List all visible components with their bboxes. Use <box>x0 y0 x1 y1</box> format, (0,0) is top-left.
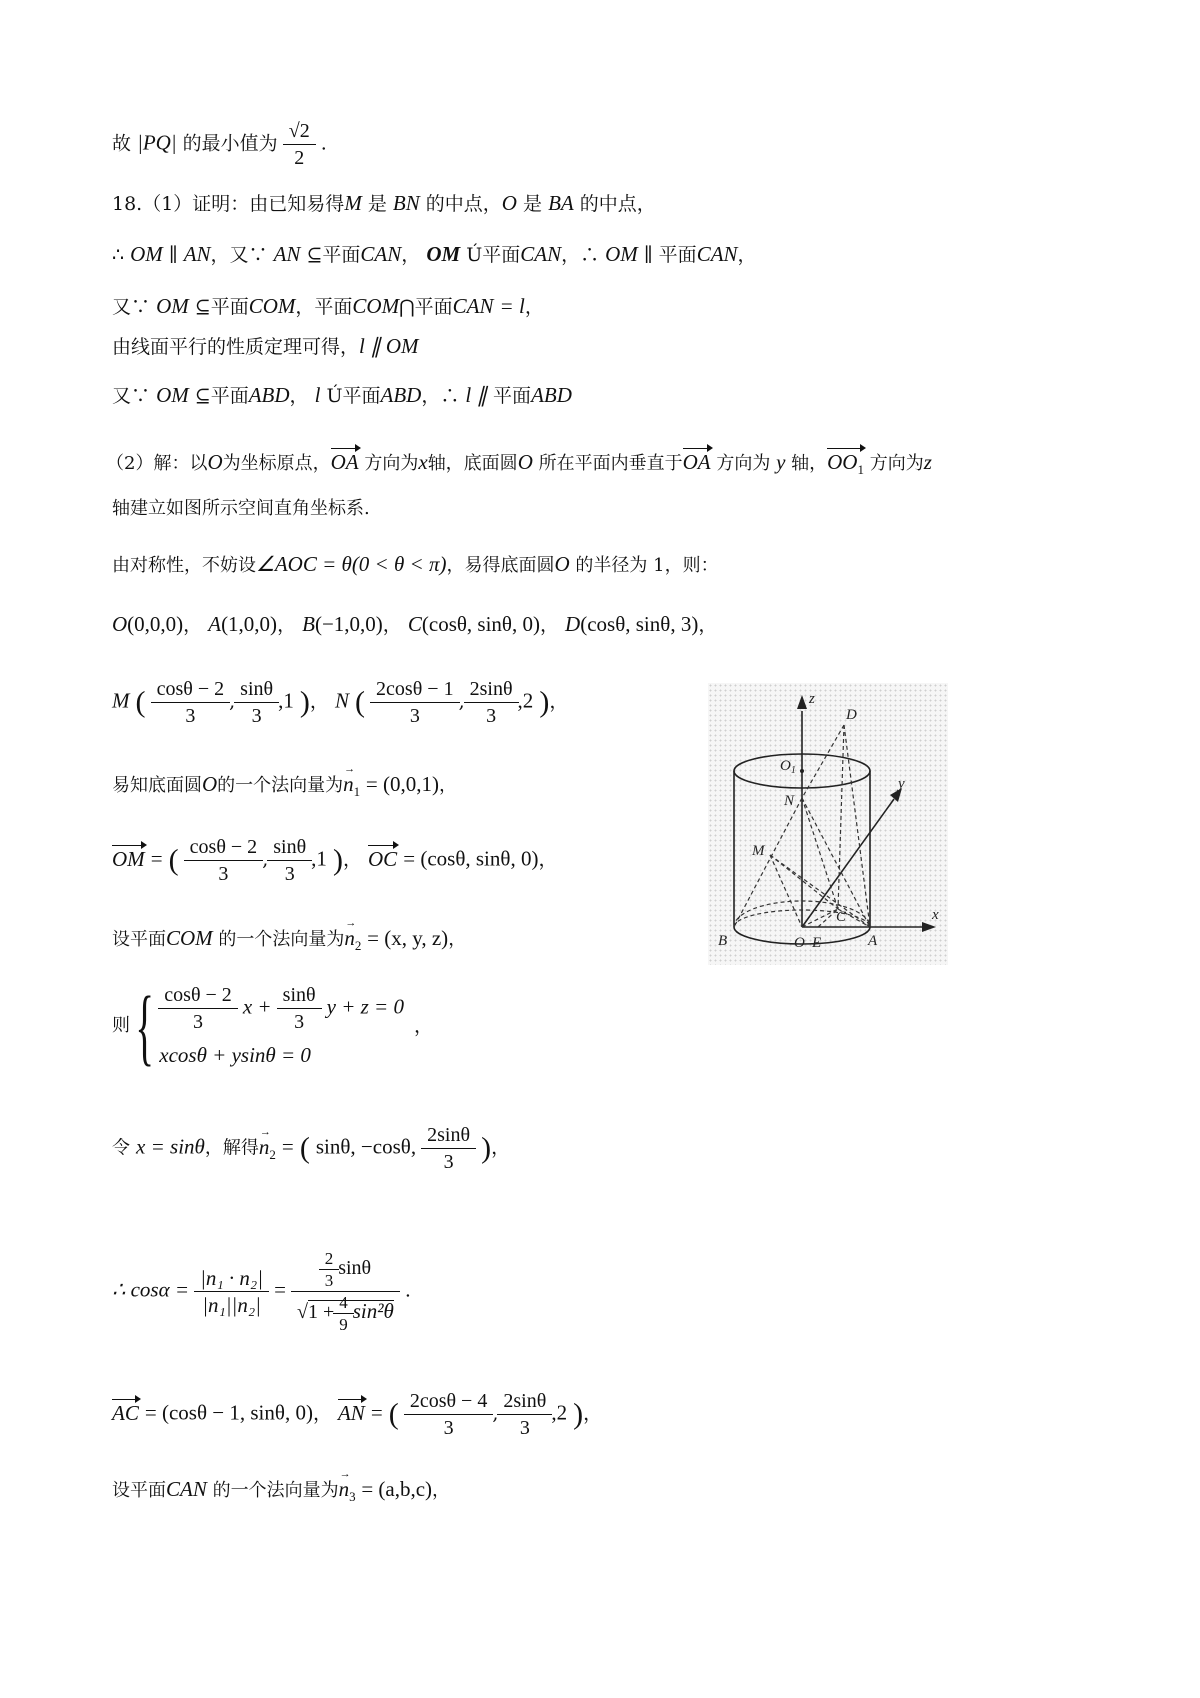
text: ⋂平面 <box>399 296 453 318</box>
equation-system <box>112 977 433 1074</box>
z-axis-arrow <box>797 695 807 709</box>
var: O <box>517 450 533 474</box>
label-C: C <box>836 909 847 925</box>
paren: ( <box>135 685 146 719</box>
denominator: 3 <box>234 702 279 729</box>
frac <box>187 834 261 887</box>
text: 所在平面内垂直于 <box>538 453 683 474</box>
var: CAN <box>360 242 402 266</box>
var: COM <box>352 294 400 318</box>
text: 又∵ <box>112 385 151 407</box>
text: 平面 <box>342 385 381 407</box>
label-M: M <box>752 843 765 859</box>
text: 是 <box>516 193 543 215</box>
var: B <box>302 612 315 636</box>
coord: (cosθ, sinθ, 0) <box>421 612 540 636</box>
coordinates-line <box>112 610 717 639</box>
paren: ) <box>481 1131 492 1165</box>
brace: { <box>135 977 154 1074</box>
var: O <box>202 772 218 796</box>
numerator: 2sinθ <box>469 678 513 700</box>
proof-line-parallel <box>112 240 757 269</box>
text: ， <box>382 614 402 636</box>
numerator: sinθ <box>240 678 274 700</box>
frac <box>161 982 235 1035</box>
frac <box>322 1248 337 1291</box>
var: z <box>923 450 932 474</box>
paren: ( <box>168 843 179 877</box>
paren: ( <box>299 1131 310 1165</box>
text: 方向为 <box>716 453 771 474</box>
vec-text: n <box>343 772 354 796</box>
conclusion-line <box>112 118 327 171</box>
text: 的一个法向量为 <box>218 929 345 950</box>
text: 是 <box>361 193 387 215</box>
text: ， <box>277 614 297 636</box>
om-oc-line: OM = ( $\frac{\cos\theta - 2}{3}$ , $\frac{\sin\theta}{3}$ ,1 )， OC = (cosθ, sinθ, 0)， <box>112 836 558 885</box>
numerator: cosθ − 2 <box>189 836 258 858</box>
denominator: 9 <box>333 1313 354 1335</box>
var: C <box>407 612 422 636</box>
var: O <box>207 450 223 474</box>
y-axis <box>802 799 894 927</box>
vec-text: n <box>344 926 355 950</box>
vector-oc: OC <box>368 846 398 871</box>
denominator: 3 <box>370 702 460 729</box>
paren: ( <box>355 685 365 719</box>
text: 平面 <box>493 385 532 407</box>
denominator: √1 + $\frac{4}{9}$ sin²θ <box>291 1291 400 1335</box>
coord: = (a,b,c) <box>361 1477 433 1501</box>
var: l ∥ OM <box>359 334 419 358</box>
text: 由对称性，不妨设 <box>112 555 256 576</box>
vector-n2 <box>259 1133 276 1169</box>
var: = l <box>499 294 525 318</box>
text: ，∴ <box>421 385 460 407</box>
text: ， <box>491 1136 511 1159</box>
text: . <box>320 132 327 155</box>
text: 的一个法向量为 <box>212 1480 339 1501</box>
denominator: 3 <box>184 860 264 887</box>
system-row-2: xcosθ + ysinθ = 0 <box>159 1043 311 1067</box>
cos-alpha-line <box>112 1248 411 1335</box>
denominator: 3 <box>319 1269 340 1291</box>
text: 1 + <box>307 1301 335 1324</box>
var: ∴ cosα = <box>112 1277 190 1302</box>
seg-MO <box>770 855 802 927</box>
var: y <box>776 450 786 474</box>
text: = <box>370 1400 383 1425</box>
text: ⊆平面 <box>194 296 249 318</box>
text: 的最小值为 <box>182 132 278 155</box>
text: ， <box>432 1480 451 1501</box>
text: ， <box>183 614 203 636</box>
text: ,1 <box>278 688 294 713</box>
text: 轴，底面圆 <box>427 453 518 474</box>
text: 的中点， <box>419 193 502 215</box>
text: ， <box>538 848 558 871</box>
label-O: O <box>794 935 805 951</box>
text: 令 <box>112 1137 130 1159</box>
label-A: A <box>868 933 878 949</box>
vec-text: n <box>338 1477 350 1501</box>
paren: ) <box>573 1397 584 1431</box>
var: M <box>112 688 130 713</box>
var: l <box>314 383 321 407</box>
text: 轴， <box>791 453 828 474</box>
frac <box>500 1388 549 1441</box>
coord: (0,0,0) <box>127 612 184 636</box>
coord: = (x, y, z) <box>367 926 449 950</box>
text: sinθ <box>338 1257 372 1280</box>
seg-NC <box>802 798 838 909</box>
var: CAN <box>166 1477 207 1501</box>
frac <box>154 676 228 729</box>
system-row-1 <box>159 982 404 1035</box>
var: M <box>344 191 362 215</box>
text: 方向为 <box>364 453 419 474</box>
var: OM <box>156 383 189 407</box>
var: A <box>208 612 222 636</box>
text: 故 <box>112 132 132 155</box>
proof-line-intersection <box>112 292 544 321</box>
var: x + <box>242 994 272 1019</box>
var: ABD <box>531 383 572 407</box>
vector-an: AN <box>337 1400 365 1425</box>
text: . <box>404 1279 411 1302</box>
text: 由线面平行的性质定理可得， <box>112 336 360 358</box>
point-O1 <box>800 769 804 773</box>
frac <box>373 676 457 729</box>
subscript: 1 <box>857 462 864 478</box>
text: Ú <box>326 385 343 407</box>
text: ， <box>583 1402 603 1425</box>
var: ABD <box>380 383 422 407</box>
var: CAN <box>696 242 738 266</box>
text: ， <box>539 614 559 636</box>
text: ， <box>737 244 757 266</box>
vector-n3 <box>339 1475 356 1511</box>
text: ∥ <box>168 244 178 266</box>
vector-ac: AC <box>112 1400 139 1425</box>
text: = <box>281 1134 294 1159</box>
denominator: 2 <box>283 144 316 171</box>
text: ， <box>439 775 457 796</box>
numerator: cosθ − 2 <box>156 678 225 700</box>
cylinder-figure <box>708 683 948 965</box>
text: ,2 <box>551 1400 568 1425</box>
label-B: B <box>718 933 728 949</box>
text: ， <box>401 244 421 266</box>
proof-line-conclusion <box>112 381 572 410</box>
var: OM <box>426 242 461 266</box>
numerator: 2cosθ − 1 <box>376 678 454 700</box>
x-axis-arrow <box>922 922 936 932</box>
var: OM <box>156 294 189 318</box>
var: CAN <box>520 242 562 266</box>
label-z: z <box>809 691 815 707</box>
numerator: 2cosθ − 4 <box>409 1390 488 1412</box>
frac-big <box>294 1248 397 1335</box>
paren: ) <box>332 843 343 877</box>
text: ， <box>289 385 309 407</box>
var: O <box>501 191 517 215</box>
pq: PQ <box>142 130 171 155</box>
frac <box>424 1122 473 1175</box>
system-rows <box>159 982 404 1069</box>
vector-n2 <box>344 924 361 960</box>
pq-abs: |PQ| <box>137 130 177 155</box>
denominator: 3 <box>151 702 231 729</box>
var: O <box>554 552 570 576</box>
proof-line-theorem <box>112 332 419 361</box>
seg-OC <box>802 909 838 927</box>
text: 为坐标原点， <box>222 453 331 474</box>
text: ，易得底面圆 <box>446 555 555 576</box>
numerator: 2 <box>324 1249 334 1268</box>
text: ，平面 <box>295 296 353 318</box>
coord: (cosθ, sinθ, 3) <box>580 612 699 636</box>
text: 易知底面圆 <box>112 775 202 796</box>
denominator: |n₁||n₂| <box>194 1291 269 1318</box>
text: 平面 <box>482 244 521 266</box>
numerator: |n₁ · n₂| <box>200 1266 264 1290</box>
text: ， <box>448 929 467 950</box>
coord: (1,0,0) <box>221 612 278 636</box>
denominator: 3 <box>277 1008 322 1035</box>
text: 方向为 <box>869 453 924 474</box>
subscript: 3 <box>349 1489 356 1505</box>
denominator: 3 <box>404 1414 494 1441</box>
text: 的中点， <box>573 193 656 215</box>
denominator: 3 <box>464 702 519 729</box>
var: l ∥ <box>465 383 487 407</box>
text: ， <box>524 296 544 318</box>
numerator: 2sinθ <box>503 1390 547 1412</box>
text: ，解得 <box>204 1137 259 1159</box>
text: ∥ 平面 <box>643 244 697 266</box>
frac <box>197 1265 266 1318</box>
var: CAN <box>452 294 494 318</box>
seg-DC <box>838 725 844 909</box>
q18-part1-line <box>112 189 656 218</box>
text: = <box>274 1277 286 1302</box>
numerator <box>317 1248 374 1291</box>
paren: ( <box>388 1397 399 1431</box>
text: ， <box>698 614 718 636</box>
label-x: x <box>932 907 939 923</box>
label-E: E <box>812 935 822 951</box>
text: 轴建立如图所示空间直角坐标系. <box>112 498 370 519</box>
frac <box>280 982 319 1035</box>
var: D <box>565 612 581 636</box>
var: x = sinθ <box>136 1134 205 1159</box>
text: Ú <box>466 244 483 266</box>
var: BN <box>392 191 420 215</box>
subscript: 1 <box>353 784 361 800</box>
var: x <box>418 450 428 474</box>
var: ∠AOC = θ(0 < θ < π) <box>256 552 447 576</box>
var: y + z = 0 <box>326 994 404 1019</box>
ac-an-line: AC = (cosθ − 1, sinθ, 0)， AN = ( $\frac{2\cos\theta - 4}{3}$ , $\frac{2\sin\theta}{3}$ ,2 )， <box>112 1390 603 1439</box>
label-N: N <box>784 793 795 809</box>
vector-oa: OA <box>330 450 359 474</box>
text: ，∴ <box>561 244 600 266</box>
denominator: 3 <box>421 1148 476 1175</box>
vector-oa: OA <box>682 450 711 474</box>
text: 18.（1）证明：由已知易得 <box>112 193 345 215</box>
part2-setup-line <box>106 448 932 484</box>
vector-om: OM <box>112 846 145 871</box>
text: ， <box>413 1014 433 1037</box>
vector-oo1 <box>827 448 864 484</box>
denominator: 3 <box>497 1414 552 1441</box>
numerator: cosθ − 2 <box>164 984 232 1006</box>
coord: = (cosθ, sinθ, 0) <box>403 846 539 871</box>
system <box>112 977 433 1074</box>
coord: = (0,0,1) <box>365 772 439 796</box>
frac <box>270 834 309 887</box>
numerator: 2sinθ <box>427 1124 471 1146</box>
symmetry-line <box>112 550 719 580</box>
frac <box>336 1292 351 1335</box>
normal-n3-line <box>112 1475 450 1511</box>
text: ，又∵ <box>210 244 268 266</box>
coord: (−1,0,0) <box>314 612 383 636</box>
subscript: 2 <box>269 1146 276 1162</box>
text: 则 <box>112 1014 130 1036</box>
text: sin²θ <box>352 1299 394 1324</box>
text: （2）解：以 <box>106 453 208 474</box>
text: = <box>150 846 163 871</box>
normal-n2-line <box>112 924 466 960</box>
paren: ) <box>299 685 310 719</box>
var: OM <box>605 242 638 266</box>
cylinder-diagram <box>708 683 948 965</box>
var: AN <box>183 242 211 266</box>
radicand <box>307 1293 394 1334</box>
var: COM <box>166 926 213 950</box>
seg-DA <box>844 725 870 927</box>
var: BA <box>548 191 574 215</box>
frac <box>407 1388 491 1441</box>
denominator: 3 <box>267 860 312 887</box>
text: ,2 <box>517 688 534 713</box>
mn-coordinates-line: M ( $\frac{\cos\theta - 2}{3}$ , $\frac{\sin\theta}{3}$ ,1 )， N ( $\frac{2\cos\theta - 1}{3}$ , $\frac{2\sin\theta}{3}$ ,2 )， <box>112 678 569 727</box>
label-O1: $O_1$ <box>780 758 796 776</box>
part2-setup-line-2 <box>112 495 370 523</box>
text: 又∵ <box>112 296 151 318</box>
label-D: D <box>846 707 857 723</box>
text: 的一个法向量为 <box>217 775 344 796</box>
frac <box>237 676 276 729</box>
denominator: 3 <box>158 1008 238 1035</box>
var: COM <box>248 294 296 318</box>
var: O <box>112 612 128 636</box>
subscript: 2 <box>354 938 362 954</box>
label-y: y <box>898 776 905 792</box>
text: ⊆平面 <box>194 385 249 407</box>
var: N <box>334 688 349 713</box>
coord: sinθ, −cosθ, <box>315 1134 417 1159</box>
numerator: sinθ <box>282 984 316 1006</box>
paren: ) <box>539 685 550 719</box>
sqrt2-over-2 <box>286 118 313 171</box>
text: 设平面 <box>112 1480 166 1501</box>
var: ABD <box>248 383 290 407</box>
text: 设平面 <box>112 929 166 950</box>
text: ⊆平面 <box>306 244 361 266</box>
text: 的半径为 1，则： <box>575 555 719 576</box>
text: ∴ <box>112 244 125 266</box>
vec-text: OO <box>827 450 858 474</box>
vector-n1 <box>343 770 360 806</box>
normal-n1-line <box>112 770 457 806</box>
var: OM <box>130 242 163 266</box>
coord: = (cosθ − 1, sinθ, 0) <box>144 1400 313 1425</box>
var: AN <box>273 242 301 266</box>
numerator: 4 <box>339 1293 348 1312</box>
solve-n2-line <box>112 1122 510 1175</box>
numerator: sinθ <box>273 836 307 858</box>
numerator: √2 <box>288 120 310 142</box>
seg-NB <box>734 798 802 927</box>
frac <box>467 676 516 729</box>
text: ,1 <box>311 846 327 871</box>
vec-text: n <box>258 1134 270 1159</box>
